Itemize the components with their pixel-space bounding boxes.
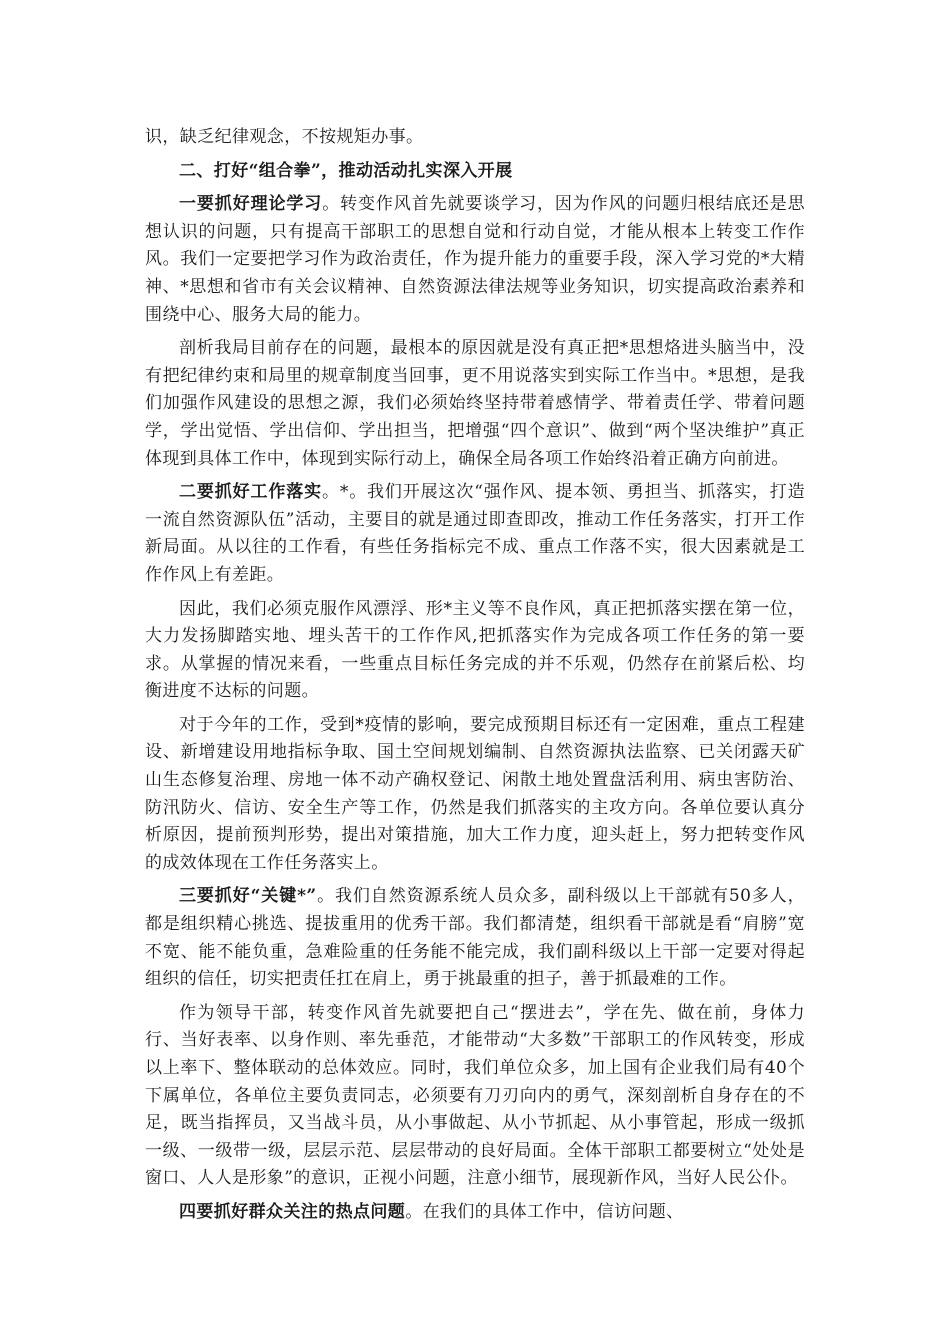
paragraph-theory-study bbox=[145, 191, 805, 329]
paragraph-continuation: 识，缺乏纪律观念，不按规矩办事。 bbox=[145, 127, 424, 147]
section-heading: 二、打好“组合拳”，推动活动扎实深入开展 bbox=[179, 160, 513, 181]
paragraph-text: 。在我们的具体工作中，信访问题、 bbox=[405, 1201, 684, 1222]
paragraph-work-implementation bbox=[145, 479, 805, 589]
paragraph-this-year: 对于今年的工作，受到*疫情的影响，要完成预期目标还有一定困难，重点工程建设、新增建设用地指标争取、国土空间规划编制、自然资源执法监察、已关闭露天矿山生态修复治理、房地一体不动产确权登记、闲散土地处置盘活利用、病虫害防治、防汛防火、信访、安全生产等工作，仍然是我们抓落实的主攻方向。各单位要认真分析原因，提前预判形势，提出对策措施，加大工作力度，迎头赶上，努力把转变作风的成效体现在工作任务落实上。 bbox=[145, 714, 805, 873]
document-page bbox=[145, 124, 805, 1227]
lead-phrase: 二要抓好工作落实 bbox=[179, 482, 322, 503]
paragraph-analysis: 剖析我局目前存在的问题，最根本的原因就是没有真正把*思想烙进头脑当中，没有把纪律约束和局里的规章制度当回事，更不用说落实到实际工作当中。*思想，是我们加强作风建设的思想之源，我们必须始终坚持带着感情学、带着责任学、带着问题学，学出觉悟、学出信仰、学出担当，把增强“四个意识”、做到“两个坚决维护”真正体现到具体工作中，体现到实际行动上，确保全局各项工作始终沿着正确方向前进。 bbox=[145, 338, 805, 469]
lead-phrase: 三要抓好“关键*” bbox=[179, 886, 317, 907]
paragraph-therefore: 因此，我们必须克服作风漂浮、形*主义等不良作风，真正把抓落实摆在第一位，大力发扬脚踏实地、埋头苦干的工作作风,把抓落实作为完成各项工作任务的第一要求。从掌握的情况来看，一些重点目标任务完成的并不乐观，仍然存在前紧后松、均衡进度不达标的问题。 bbox=[145, 598, 805, 702]
paragraph-hot-issues bbox=[145, 1199, 805, 1227]
paragraph-text: 。*。我们开展这次“强作风、提本领、勇担当、抓落实，打造一流自然资源队伍”活动，主要目的就是通过即查即改，推动工作任务落实，打开工作新局面。从以往的工作看，有些任务指标完不成、重点工作落不实，很大因素就是工作作风上有差距。 bbox=[145, 482, 805, 585]
lead-phrase: 四要抓好群众关注的热点问题 bbox=[179, 1201, 406, 1222]
paragraph-leaders: 作为领导干部，转变作风首先就要把自己“摆进去”，学在先、做在前，身体力行、当好表率、以身作则、率先垂范，才能带动“大多数”干部职工的作风转变，形成以上率下、整体联动的总体效应。同时，我们单位众多，加上国有企业我们局有40个下属单位，各单位主要负责同志，必须要有刀刃向内的勇气，深刻剖析自身存在的不足，既当指挥员，又当战斗员，从小事做起、从小节抓起、从小事管起，形成一级抓一级、一级带一级，层层示范、层层带动的良好局面。全体干部职工都要树立“处处是窗口、人人是形象”的意识，正视小问题，注意小细节，展现新作风，当好人民公仆。 bbox=[145, 1002, 805, 1189]
lead-phrase: 一要抓好理论学习 bbox=[179, 194, 323, 215]
paragraph-key-minority bbox=[145, 883, 805, 993]
paragraph-text: 。转变作风首先就要谈学习，因为作风的问题归根结底还是思想认识的问题，只有提高干部职工的思想自觉和行动自觉，才能从根本上转变工作作风。我们一定要把学习作为政治责任，作为提升能力的重要手段，深入学习党的*大精神、*思想和省市有关会议精神、自然资源法律法规等业务知识，切实提高政治素养和围绕中心、服务大局的能力。 bbox=[145, 194, 805, 325]
paragraph-text: 。我们自然资源系统人员众多，副科级以上干部就有50多人，都是组织精心挑选、提拔重用的优秀干部。我们都清楚，组织看干部就是看“肩膀”宽不宽、能不能负重，急难险重的任务能不能完成，我们副科级以上干部一定要对得起组织的信任，切实把责任扛在肩上，勇于挑最重的担子，善于抓最难的工作。 bbox=[145, 886, 805, 990]
